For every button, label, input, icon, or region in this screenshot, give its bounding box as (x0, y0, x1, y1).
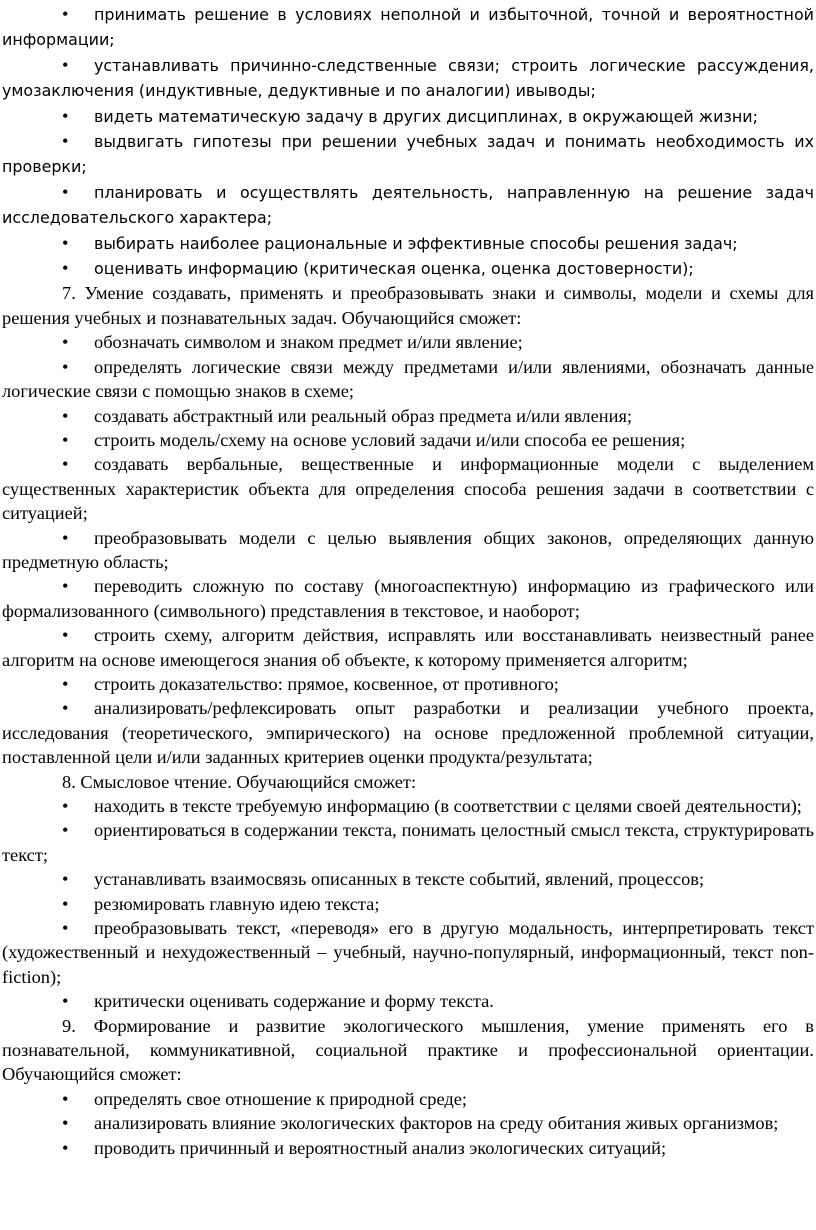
paragraph-text: критически оценивать содержание и форму текста. (94, 991, 494, 1012)
bullet-marker: • (62, 527, 69, 548)
paragraph-text: ориентироваться в содержании текста, понимать целостный смысл текста, структурировать текст; (2, 820, 814, 865)
list-item (2, 916, 814, 989)
paragraph-text: проводить причинный и вероятностный анализ экологических ситуаций; (94, 1137, 667, 1158)
paragraph-text: устанавливать взаимосвязь описанных в тексте событий, явлений, процессов; (94, 869, 705, 890)
paragraph (2, 1014, 814, 1087)
paragraph-text: планировать и осуществлять деятельность, направленную на решение задач исследовательского характера; (2, 182, 814, 228)
paragraph-text: обозначать символом и знаком предмет и/или явление; (94, 332, 523, 353)
list-item (2, 53, 814, 104)
bullet-marker: • (62, 1113, 69, 1134)
paragraph-text: оценивать информацию (критическая оценка, оценка достоверности); (94, 259, 694, 279)
paragraph-text: анализировать влияние экологических факторов на среду обитания живых организмов; (94, 1113, 779, 1134)
bullet-marker: • (62, 918, 69, 939)
paragraph-text: строить модель/схему на основе условий задачи и/или способа ее решения; (94, 429, 686, 450)
list-item (2, 989, 814, 1013)
list-item (2, 526, 814, 575)
paragraph-text: устанавливать причинно-следственные связи; строить логические рассуждения, умозаключения (индуктивные, дедуктивные и по аналогии) ивыводы; (2, 55, 814, 101)
list-item (2, 818, 814, 867)
list-item (2, 1111, 814, 1135)
list-item (2, 1136, 814, 1160)
bullet-marker: • (62, 454, 69, 475)
list-item (2, 623, 814, 672)
list-item (2, 2, 814, 53)
list-item (2, 574, 814, 623)
list-item (2, 696, 814, 769)
bullet-marker: • (62, 356, 69, 377)
list-item (2, 672, 814, 696)
bullet-marker: • (62, 796, 69, 816)
bullet-marker: • (62, 625, 69, 646)
paragraph-text: переводить сложную по составу (многоаспектную) информацию из графического или формализованного (символьного) представления в текстовое, и наоборот; (2, 576, 814, 621)
bullet-marker: • (62, 673, 69, 694)
bullet-marker: • (62, 332, 69, 353)
list-item (2, 794, 814, 818)
list-item (2, 180, 814, 231)
list-item (2, 104, 814, 129)
bullet-marker: • (62, 181, 69, 202)
paragraph-text: 7. Умение создавать, применять и преобразовывать знаки и символы, модели и схемы для решения учебных и познавательных задач. Обучающийся сможет: (2, 283, 814, 328)
bullet-marker: • (62, 991, 69, 1012)
bullet-marker: • (62, 258, 69, 279)
bullet-marker: • (62, 54, 69, 75)
paragraph-text: выдвигать гипотезы при решении учебных задач и понимать необходимость их проверки; (2, 132, 814, 177)
bullet-marker: • (62, 131, 69, 152)
list-item (2, 404, 814, 428)
bullet-marker: • (62, 869, 69, 890)
bullet-marker: • (62, 820, 69, 841)
paragraph-text: определять логические связи между предметами и/или явлениями, обозначать данные логические связи с помощью знаков в схеме; (2, 356, 814, 402)
paragraph (2, 281, 814, 330)
paragraph-text: резюмировать главную идею текста; (94, 893, 380, 914)
paragraph-text: строить схему, алгоритм действия, исправлять или восстанавливать неизвестный ранее алгоритм на основе имеющегося знания об объекте, к которому применяется алгоритм; (2, 625, 814, 670)
paragraph-text: создавать абстрактный или реальный образ предмета и/или явления; (94, 405, 633, 426)
list-item (2, 892, 814, 916)
bullet-marker: • (62, 1137, 69, 1158)
paragraph-text: находить в тексте требуемую информацию (в соответствии с целями своей деятельности); (94, 796, 802, 816)
paragraph-text: принимать решение в условиях неполной и избыточной, точной и вероятностной информации; (2, 5, 814, 50)
bullet-marker: • (62, 232, 69, 253)
bullet-marker: • (62, 429, 69, 450)
paragraph-text: выбирать наиболее рациональные и эффективные способы решения задач; (94, 233, 738, 253)
bullet-marker: • (62, 576, 69, 597)
paragraph-text: преобразовывать модели с целью выявления общих законов, определяющих данную предметную область; (2, 527, 814, 572)
list-item (2, 231, 814, 256)
paragraph-text: преобразовывать текст, «переводя» его в другую модальность, интерпретировать текст (художественный и нехудожественный – учебный, научно-популярный, информационный, текст non-fiction); (2, 918, 814, 987)
list-item (2, 256, 814, 281)
list-item (2, 428, 814, 452)
list-item (2, 1087, 814, 1111)
bullet-marker: • (62, 893, 69, 914)
paragraph-text: анализировать/рефлексировать опыт разработки и реализации учебного проекта, исследования (теоретического, эмпирического) на основе предложенной проблемной ситуации, поставленной цели и/или заданных критериев оценки продукта/результата; (2, 698, 814, 768)
paragraph-text: 8. Смысловое чтение. Обучающийся сможет: (62, 771, 417, 792)
paragraph-text: строить доказательство: прямое, косвенное, от противного; (94, 673, 559, 694)
paragraph (2, 770, 814, 794)
bullet-marker: • (62, 105, 69, 126)
bullet-marker: • (62, 698, 69, 719)
list-item (2, 355, 814, 404)
paragraph-text: создавать вербальные, вещественные и информационные модели с выделением существенных характеристик объекта для определения способа решения задачи в соответствии с ситуацией; (2, 454, 814, 524)
list-item (2, 867, 814, 891)
bullet-marker: • (62, 1088, 69, 1109)
paragraph-text: 9. Формирование и развитие экологического мышления, умение применять его в познавательной, коммуникативной, социальной практике и профессиональной ориентации. Обучающийся сможет: (2, 1015, 814, 1085)
list-item (2, 330, 814, 354)
paragraph-text: определять свое отношение к природной среде; (94, 1088, 468, 1109)
list-item (2, 452, 814, 525)
bullet-marker: • (62, 4, 69, 24)
bullet-marker: • (62, 405, 69, 426)
paragraph-text: видеть математическую задачу в других дисциплинах, в окружающей жизни; (94, 106, 758, 126)
list-item (2, 129, 814, 180)
